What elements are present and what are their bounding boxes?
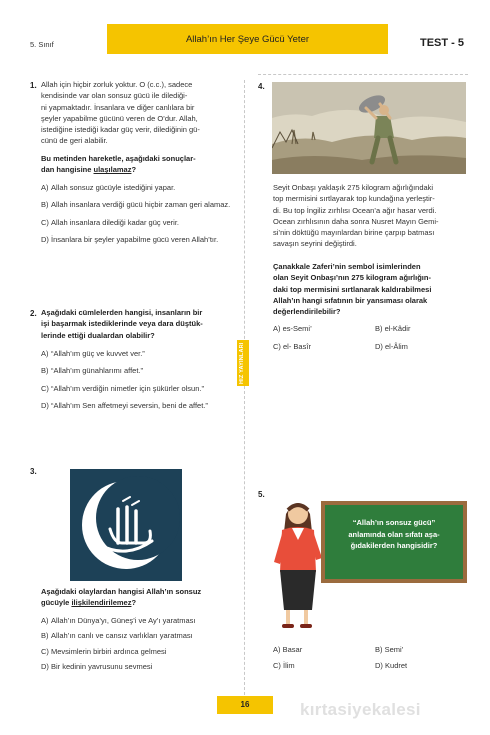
option-letter: A) xyxy=(273,645,281,654)
q4-line: Seyit Onbaşı yaklaşık 275 kilogram ağırlığındaki xyxy=(273,183,434,192)
chalkboard-line: anlamında olan sıfatı aşa- xyxy=(348,529,440,539)
q2-option-a[interactable] xyxy=(41,348,233,359)
option-text: Bir kedinin yavrusunu sevmesi xyxy=(51,661,153,671)
option-text: es-Semi’ xyxy=(282,324,312,333)
option-text: el-Âlim xyxy=(385,342,408,351)
publisher-side-tag xyxy=(237,340,249,386)
q2-stem-line: işi başarmak istediklerinde veya dara düştük- xyxy=(41,319,203,329)
q3-number: 3. xyxy=(30,467,37,476)
q4-stem-line: daki top mermisini sırtlanarak kaldırabilmesi xyxy=(273,284,432,294)
q1-option-d[interactable] xyxy=(41,234,233,245)
q1-stem-mark: ? xyxy=(131,165,137,175)
q1-stem-text: dan hangisine xyxy=(41,165,94,175)
teacher-illustration xyxy=(268,492,328,632)
option-letter: D) xyxy=(375,661,383,670)
page-number-box xyxy=(217,696,273,714)
option-text: “Allah’ım verdiğin nimetler için şükürler olsun.” xyxy=(51,383,204,393)
q5-options xyxy=(273,645,467,675)
q3-option-a[interactable] xyxy=(41,615,239,626)
option-letter: A) xyxy=(41,183,49,192)
q4-stem-line: olan Seyit Onbaşı’nın 275 kilogram ağırlığın- xyxy=(273,273,431,283)
column-divider xyxy=(244,80,245,695)
allah-calligraphy-image xyxy=(70,469,182,581)
option-letter: D) xyxy=(41,661,49,671)
q4-stem-line: Allah’ın hangi sıfatının bir yansıması olarak xyxy=(273,295,428,305)
q5-option-a[interactable] xyxy=(273,645,302,654)
option-letter: C) xyxy=(41,383,49,393)
q2-option-d[interactable] xyxy=(41,400,233,411)
q1-line: ni yapmaktadır. İnsanlara ve diğer canlılara bir xyxy=(41,102,195,112)
q1-line: şeyler yapabilme gücünü veren de O’dur. Allah, xyxy=(41,113,198,123)
q4-stem-line: değerlendirilebilir? xyxy=(273,307,341,317)
q4-option-b[interactable] xyxy=(375,324,410,333)
option-text: İnsanlara bir şeyler yapabilme gücü veren Allah’tır. xyxy=(51,234,219,244)
q2-stem xyxy=(41,307,233,341)
publisher-tag-text: HIZ YAYINLARI xyxy=(239,342,245,384)
q2-number: 2. xyxy=(30,309,37,318)
grade-label: 5. Sınıf xyxy=(30,40,54,49)
option-letter: B) xyxy=(41,631,49,641)
option-letter: C) xyxy=(41,646,49,656)
q4-stem-line: Çanakkale Zaferi’nin sembol isimlerinden xyxy=(273,262,421,271)
option-letter: C) xyxy=(41,217,49,227)
q3-stem xyxy=(41,586,239,609)
q4-number: 4. xyxy=(258,82,265,91)
option-letter: A) xyxy=(41,349,49,358)
q3-stem-line: Aşağıdaki olaylardan hangisi Allah’ın sonsuz xyxy=(41,587,202,596)
q3-options xyxy=(41,615,239,676)
header-dashed-line xyxy=(258,74,468,75)
chalkboard xyxy=(321,501,467,583)
q3-stem-line xyxy=(41,597,239,608)
q1-option-b[interactable] xyxy=(41,199,233,210)
q4-line: di. Bu top İngiliz zırhlısı Ocean’a ağır hasar verdi. xyxy=(273,205,437,215)
q1-option-a[interactable] xyxy=(41,182,233,193)
q1-stem-underlined: ulaşılamaz xyxy=(93,165,132,175)
option-letter: D) xyxy=(41,234,49,244)
q2-option-b[interactable] xyxy=(41,365,233,376)
option-letter: D) xyxy=(375,342,383,351)
option-text: “Allah’ım günahlarımı affet.” xyxy=(51,366,143,376)
q4-line: Ocean zırhlısının daha sonra Nusret Mayın Gemi- xyxy=(273,216,439,226)
option-text: “Allah’ım Sen affetmeyi seversin, beni de affet.” xyxy=(51,400,208,410)
option-letter: B) xyxy=(375,645,383,654)
option-text: el- Basîr xyxy=(283,342,311,351)
q4-paragraph xyxy=(273,182,467,250)
q1-stem-line: Bu metinden hareketle, aşağıdaki sonuçlar- xyxy=(41,154,196,163)
chalkboard-line: “Allah’ın sonsuz gücü” xyxy=(352,518,436,527)
q4-stem xyxy=(273,261,467,317)
page-title: Allah’ın Her Şeye Gücü Yeter xyxy=(185,34,310,45)
chalkboard-question xyxy=(325,517,463,552)
q3-option-d[interactable] xyxy=(41,661,239,672)
q4-option-a[interactable] xyxy=(273,324,312,333)
option-letter: C) xyxy=(273,342,281,351)
q5-number: 5. xyxy=(258,490,265,499)
option-letter: B) xyxy=(375,324,383,333)
q1-number: 1. xyxy=(30,81,37,90)
q5-option-c[interactable] xyxy=(273,661,295,670)
q3-stem-text: gücüyle xyxy=(41,598,72,608)
q3-stem-underlined: ilişkilendirilemez xyxy=(71,598,132,608)
q3-stem-mark: ? xyxy=(131,598,137,608)
option-text: el-Kâdir xyxy=(384,324,411,333)
option-letter: B) xyxy=(41,366,49,376)
option-letter: A) xyxy=(41,616,49,625)
q2-stem-line: Aşağıdaki cümlelerden hangisi, insanların bir xyxy=(41,308,203,317)
q1-line: kendisinde var olan sonsuz gücü ile dilediği- xyxy=(41,91,188,101)
q5-option-b[interactable] xyxy=(375,645,403,654)
option-text: Allah insanlara verdiği gücü hiçbir zaman geri alamaz. xyxy=(51,200,231,210)
option-text: Semi’ xyxy=(384,645,404,654)
option-text: Mevsimlerin birbiri ardınca gelmesi xyxy=(51,646,167,656)
q1-line: cünü de geri alabilir. xyxy=(41,136,108,146)
option-text: Kudret xyxy=(385,661,408,670)
test-label: TEST - 5 xyxy=(419,37,464,49)
q3-option-b[interactable] xyxy=(41,630,239,641)
q4-option-c[interactable] xyxy=(273,342,311,351)
q1-stem xyxy=(41,153,233,176)
page-number: 16 xyxy=(240,700,250,709)
q1-paragraph xyxy=(41,79,233,147)
q4-options xyxy=(273,324,467,354)
q1-line: istediğine istediği kadar güç verir, dilediğinin gü- xyxy=(41,125,200,135)
q1-option-c[interactable] xyxy=(41,217,233,228)
option-text: Basar xyxy=(282,645,303,654)
option-letter: A) xyxy=(273,324,281,333)
q3-option-c[interactable] xyxy=(41,646,239,657)
q2-stem-line: lerinde ettiği dualardan olabilir? xyxy=(41,330,155,340)
q4-line: si’nin döktüğü mayınlardan birine çarpıp batması xyxy=(273,228,435,238)
title-banner xyxy=(107,24,388,54)
option-text: İlim xyxy=(283,661,295,670)
q1-options xyxy=(41,182,233,251)
q5-option-d[interactable] xyxy=(375,661,407,670)
q2-option-c[interactable] xyxy=(41,383,233,394)
option-text: Allah’ın canlı ve cansız varlıkları yaratması xyxy=(51,631,193,641)
q4-option-d[interactable] xyxy=(375,342,408,351)
option-letter: D) xyxy=(41,400,49,410)
q4-line: top mermisini sırtlayarak top kundağına yerleştir- xyxy=(273,194,435,204)
q1-stem-line xyxy=(41,164,233,175)
option-text: Allah insanlara dilediği kadar güç verir. xyxy=(51,217,179,227)
option-text: Allah’ın Dünya’yı, Güneş’i ve Ay’ı yaratması xyxy=(51,616,196,625)
q2-options xyxy=(41,348,233,417)
option-letter: C) xyxy=(273,661,281,670)
q1-line: Allah için hiçbir zorluk yoktur. O (c.c.), sadece xyxy=(41,80,193,89)
seyit-onbasi-illustration xyxy=(272,82,466,174)
q4-line: savaşın seyrini değiştirdi. xyxy=(273,239,357,249)
option-text: “Allah’ım güç ve kuvvet ver.” xyxy=(51,349,145,358)
option-letter: B) xyxy=(41,200,49,210)
watermark: kırtasiyekalesi xyxy=(300,700,421,719)
chalkboard-line: ğıdakilerden hangisidir? xyxy=(350,541,438,550)
option-text: Allah sonsuz gücüyle istediğini yapar. xyxy=(51,183,176,192)
